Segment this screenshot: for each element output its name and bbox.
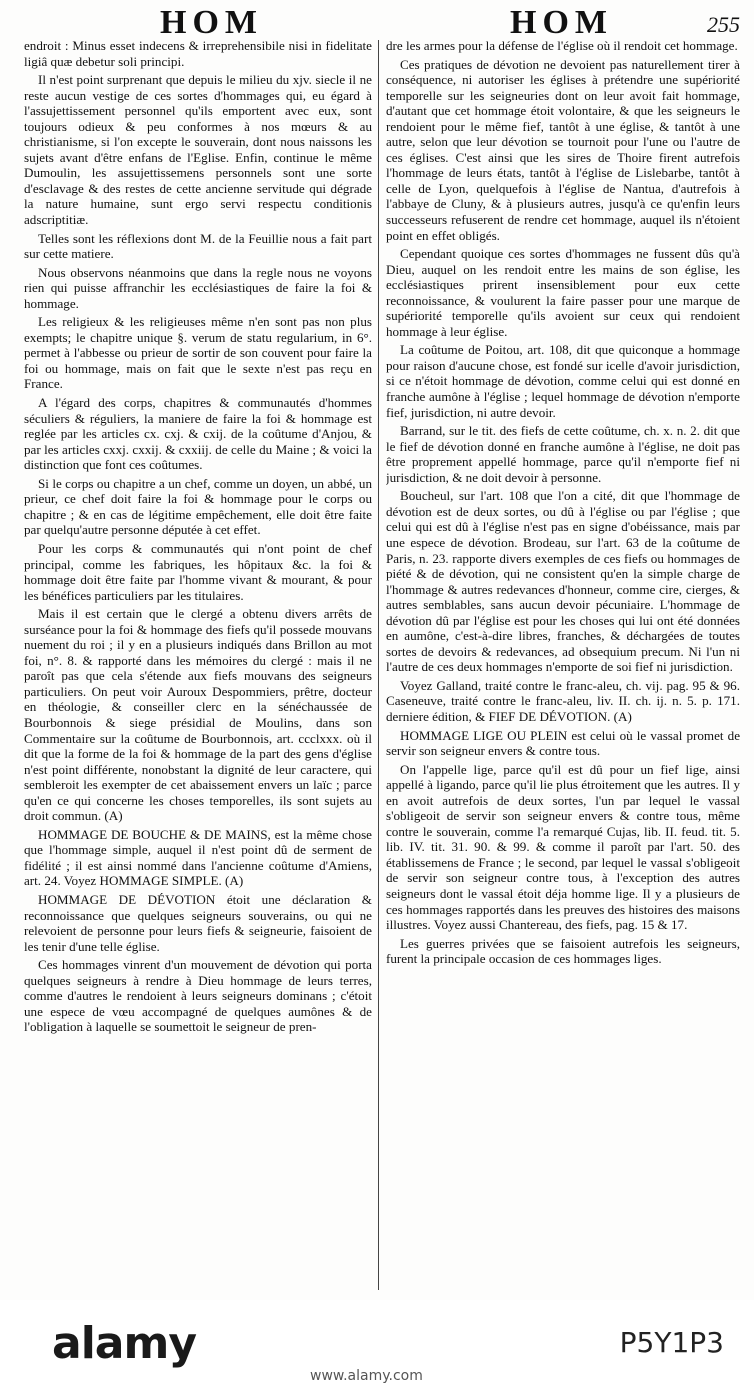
alamy-logo: alamy — [52, 1318, 196, 1369]
image-id: P5Y1P3 — [619, 1326, 724, 1359]
paragraph: La coûtume de Poitou, art. 108, dit que quiconque a hommage pour raison d'aucune chose, est fondé sur icelle d'avoir jurisdiction, si ce n'étoit hommage de dévotion, comme celui qui est donné en franche aumône à l'église ; lequel hommage de dévotion n'emporte fief, jurisdiction, ni autre devoir. — [386, 342, 740, 420]
paragraph: Ces pratiques de dévotion ne devoient pas naturellement tirer à conséquence, ni autoriser les églises à prétendre une supériorité temporelle sur les seigneuries dont on leur avoit fait hommage, d'autant que cet hommage étoit volontaire, & que les seigneurs le rendoient pour le même fief, tantôt à une église, & tantôt à une autre, selon que leur dévotion se tournoit pour l'une ou l'autre de ces églises. C'est ainsi que les sires de Thoire firent autrefois l'hommage de leurs états, tantôt à l'église de Lislebarbe, tantôt à celle de Lyon, quelquefois à l'église de Nantua, d'autrefois à l'abbaye de Cluny, & à plusieurs autres, jusqu'à ce qu'enfin leurs successeurs refuserent de rendre cet hommage, auquel ils n'étoient point en effet obligés. — [386, 56, 740, 243]
paragraph: Ces hommages vinrent d'un mouvement de dévotion qui porta quelques seigneurs à rendre à Dieu hommage de leurs terres, comme d'autres le rendoient à leurs seigneurs dominans ; c'étoit une espece de vœu accompagné de quelques aumônes & de l'obligation à laquelle se soumettoit le seigneur de pren- — [24, 957, 372, 1035]
running-head-left: HOM — [160, 4, 263, 41]
left-column — [24, 38, 372, 1294]
paragraph: Pour les corps & communautés qui n'ont point de chef principal, comme les fabriques, les hôpitaux &c. la foi & hommage doit être faite par l'homme vivant & mourant, & pour les bénéfices particuliers par les titulaires. — [24, 540, 372, 603]
watermark-url: www.alamy.com — [310, 1368, 423, 1384]
paragraph: Si le corps ou chapitre a un chef, comme un doyen, un abbé, un prieur, ce chef doit faire la foi & hommage pour le corps ou chapitre ; & en cas de légitime empêchement, elle doit être faite par quelqu'autre personne députée à cet effet. — [24, 475, 372, 538]
paragraph: Voyez Galland, traité contre le franc-aleu, ch. vij. pag. 95 & 96. Caseneuve, traité contre le franc-aleu, liv. II. ch. ij. n. 5. p. 171. derniere édition, & FIEF DE DÉVOTION. (A) — [386, 677, 740, 724]
paragraph: Il n'est point surprenant que depuis le milieu du xjv. siecle il ne reste aucun vestige de ces sortes d'hommages qui, eu égard à l'assujettissement personnel qu'ils emportent avec eux, sont toujours odieux & peu conformes à nos mœurs & au christianisme, si l'on excepte le souverain, dont nous naissons les sujets avant d'être enfans de l'Eglise. Enfin, continue le même Dumoulin, les assujettissemens personnels sont une sorte d'esclavage & des restes de cette ancienne servitude qui dégrade la nature humaine, sunt ergo servi respectu conditionis adscriptitiæ. — [24, 72, 372, 228]
paragraph: On l'appelle lige, parce qu'il est dû pour un fief lige, ainsi appellé à ligando, parce qu'il lie plus étroitement que les autres. Il y en avoit autrefois de deux sortes, l'un par lequel le vassal s'obligeoit de servir son seigneur envers & contre tous, même contre le souverain, comme l'a remarqué Cujas, lib. II. feud. tit. 5. lib. IV. tit. 31. 90. & 99. & comme il paroît par l'art. 50. des établissemens de France ; le second, par lequel le vassal s'obligeoit de servir son seigneur contre tous, à l'exception des autres seigneurs dont le vassal étoit déja homme lige. Il y a plusieurs de ces hommages rapportés dans les preuves des histoires des maisons illustres. Voyez aussi Chantereau, des fiefs, pag. 15 & 17. — [386, 761, 740, 933]
column-divider — [378, 40, 379, 1290]
paragraph: Mais il est certain que le clergé a obtenu divers arrêts de surséance pour la foi & hommage des fiefs qu'il possede mouvans nuement du roi ; il y en a plusieurs indiqués dans Brillon au mot foi, n°. 8. & rapporté dans les mémoires du clergé : mais il ne paroît pas que cela s'étende aux fiefs mouvans des seigneurs particuliers. On peut voir Auroux Despommiers, prêtre, docteur en théologie, & conseiller clerc en la sénéchaussée de Bourbonnois & siege présidial de Moulins, dans son Commentaire sur la coûtume de Bourbonnois, art. ccclxxx. où il dit que la forme de la foi & hommage de la part des gens d'église n'est point différente, nonobstant la dignité de leur caractere, qui sembleroit les exempter de cet abaissement envers un laïc ; parce qu'en ce qui concerne les choses temporelles, ils sont sujets au droit commun. (A) — [24, 606, 372, 824]
entry-hommage-de-bouche: HOMMAGE DE BOUCHE & DE MAINS, est la même chose que l'hommage simple, auquel il n'est point dû de serment de fidélité ; il est ainsi nommé dans l'ancienne coûtume d'Amiens, art. 24. Voyez HOMMAGE SIMPLE. (A) — [24, 826, 372, 889]
paragraph: A l'égard des corps, chapitres & communautés d'hommes séculiers & réguliers, la maniere de faire la foi & hommage est reglée par les articles cx. cxj. & cxij. de la coûtume d'Anjou, & par les articles cxxj. cxxij. & cxxiij. de celle du Maine ; & voici la distinction que font ces coûtumes. — [24, 395, 372, 473]
paragraph: Cependant quoique ces sortes d'hommages ne fussent dûs qu'à Dieu, auquel on les rendoit entre les mains de son église, les ecclésiastiques prirent insensiblement pour eux cette reconnoissance, & voulurent la faire passer pour une marque de supériorité temporelle qu'ils avoient sur ceux qui rendoient hommage à leur église. — [386, 246, 740, 339]
right-column — [386, 38, 740, 1294]
paragraph: Nous observons néanmoins que dans la regle nous ne voyons rien qui puisse affranchir les ecclésiastiques de faire la foi & hommage. — [24, 264, 372, 311]
paragraph: Boucheul, sur l'art. 108 que l'on a cité, dit que l'hommage de dévotion est de deux sortes, ou dû à l'église ou par l'église ; que celui qui est dû à l'église n'est pas en signe d'obéissance, mais par une espece de dévotion. Brodeau, sur l'art. 63 de la coûtume de Paris, n. 23. rapporte divers exemples de ces fiefs ou hommages de piété & de dévotion, qui ne consistent qu'en la simple charge de l'hommage & autres redevances d'honneur, comme cire, cierges, & autres semblables, sans aucun devoir pécuniaire. L'hommage de dévotion dû par l'église est pour les choses qui lui ont été données en aumône, c'est-à-dire libres, franches, & déchargées de toutes sortes de devoirs & redevances, ad obsequium precum. Ni l'un ni l'autre de ces deux hommages n'emporte de soi fief ni jurisdiction. — [386, 488, 740, 675]
page-number: 255 — [707, 12, 740, 37]
paragraph: Les guerres privées que se faisoient autrefois les seigneurs, furent la principale occasion de ces hommages liges. — [386, 935, 740, 967]
paragraph: Telles sont les réflexions dont M. de la Feuillie nous a fait part sur cette matiere. — [24, 230, 372, 262]
running-head-right: HOM — [510, 4, 613, 41]
entry-hommage-de-devotion: HOMMAGE DE DÉVOTION étoit une déclaration & reconnoissance que quelques seigneurs souverains, ou qui ne relevoient de personne pour leurs fiefs & seigneurie, faisoient de les tenir d'une telle église. — [24, 891, 372, 954]
paragraph: Les religieux & les religieuses même n'en sont pas non plus exempts; le chapitre unique §. verum de statu regularium, in 6°. permet à l'abbesse ou prieur de sortir de son couvent pour faire la foi ou hommage, mais on fait que le sexte n'est pas reçu en France. — [24, 314, 372, 392]
paragraph: endroit : Minus esset indecens & irreprehensibile nisi in fidelitate ligiâ quæ debetur soli principi. — [24, 38, 372, 69]
entry-hommage-lige: HOMMAGE LIGE OU PLEIN est celui où le vassal promet de servir son seigneur envers & contre tous. — [386, 727, 740, 759]
paragraph: dre les armes pour la défense de l'église où il rendoit cet hommage. — [386, 38, 738, 53]
paragraph: Barrand, sur le tit. des fiefs de cette coûtume, ch. x. n. 2. dit que le fief de dévotion donné en franche aumône à l'église, ne doit pas être proprement appellé hommage, parce qu'il n'emporte fief ni jurisdiction, & ne doit devoir à personne. — [386, 423, 740, 485]
